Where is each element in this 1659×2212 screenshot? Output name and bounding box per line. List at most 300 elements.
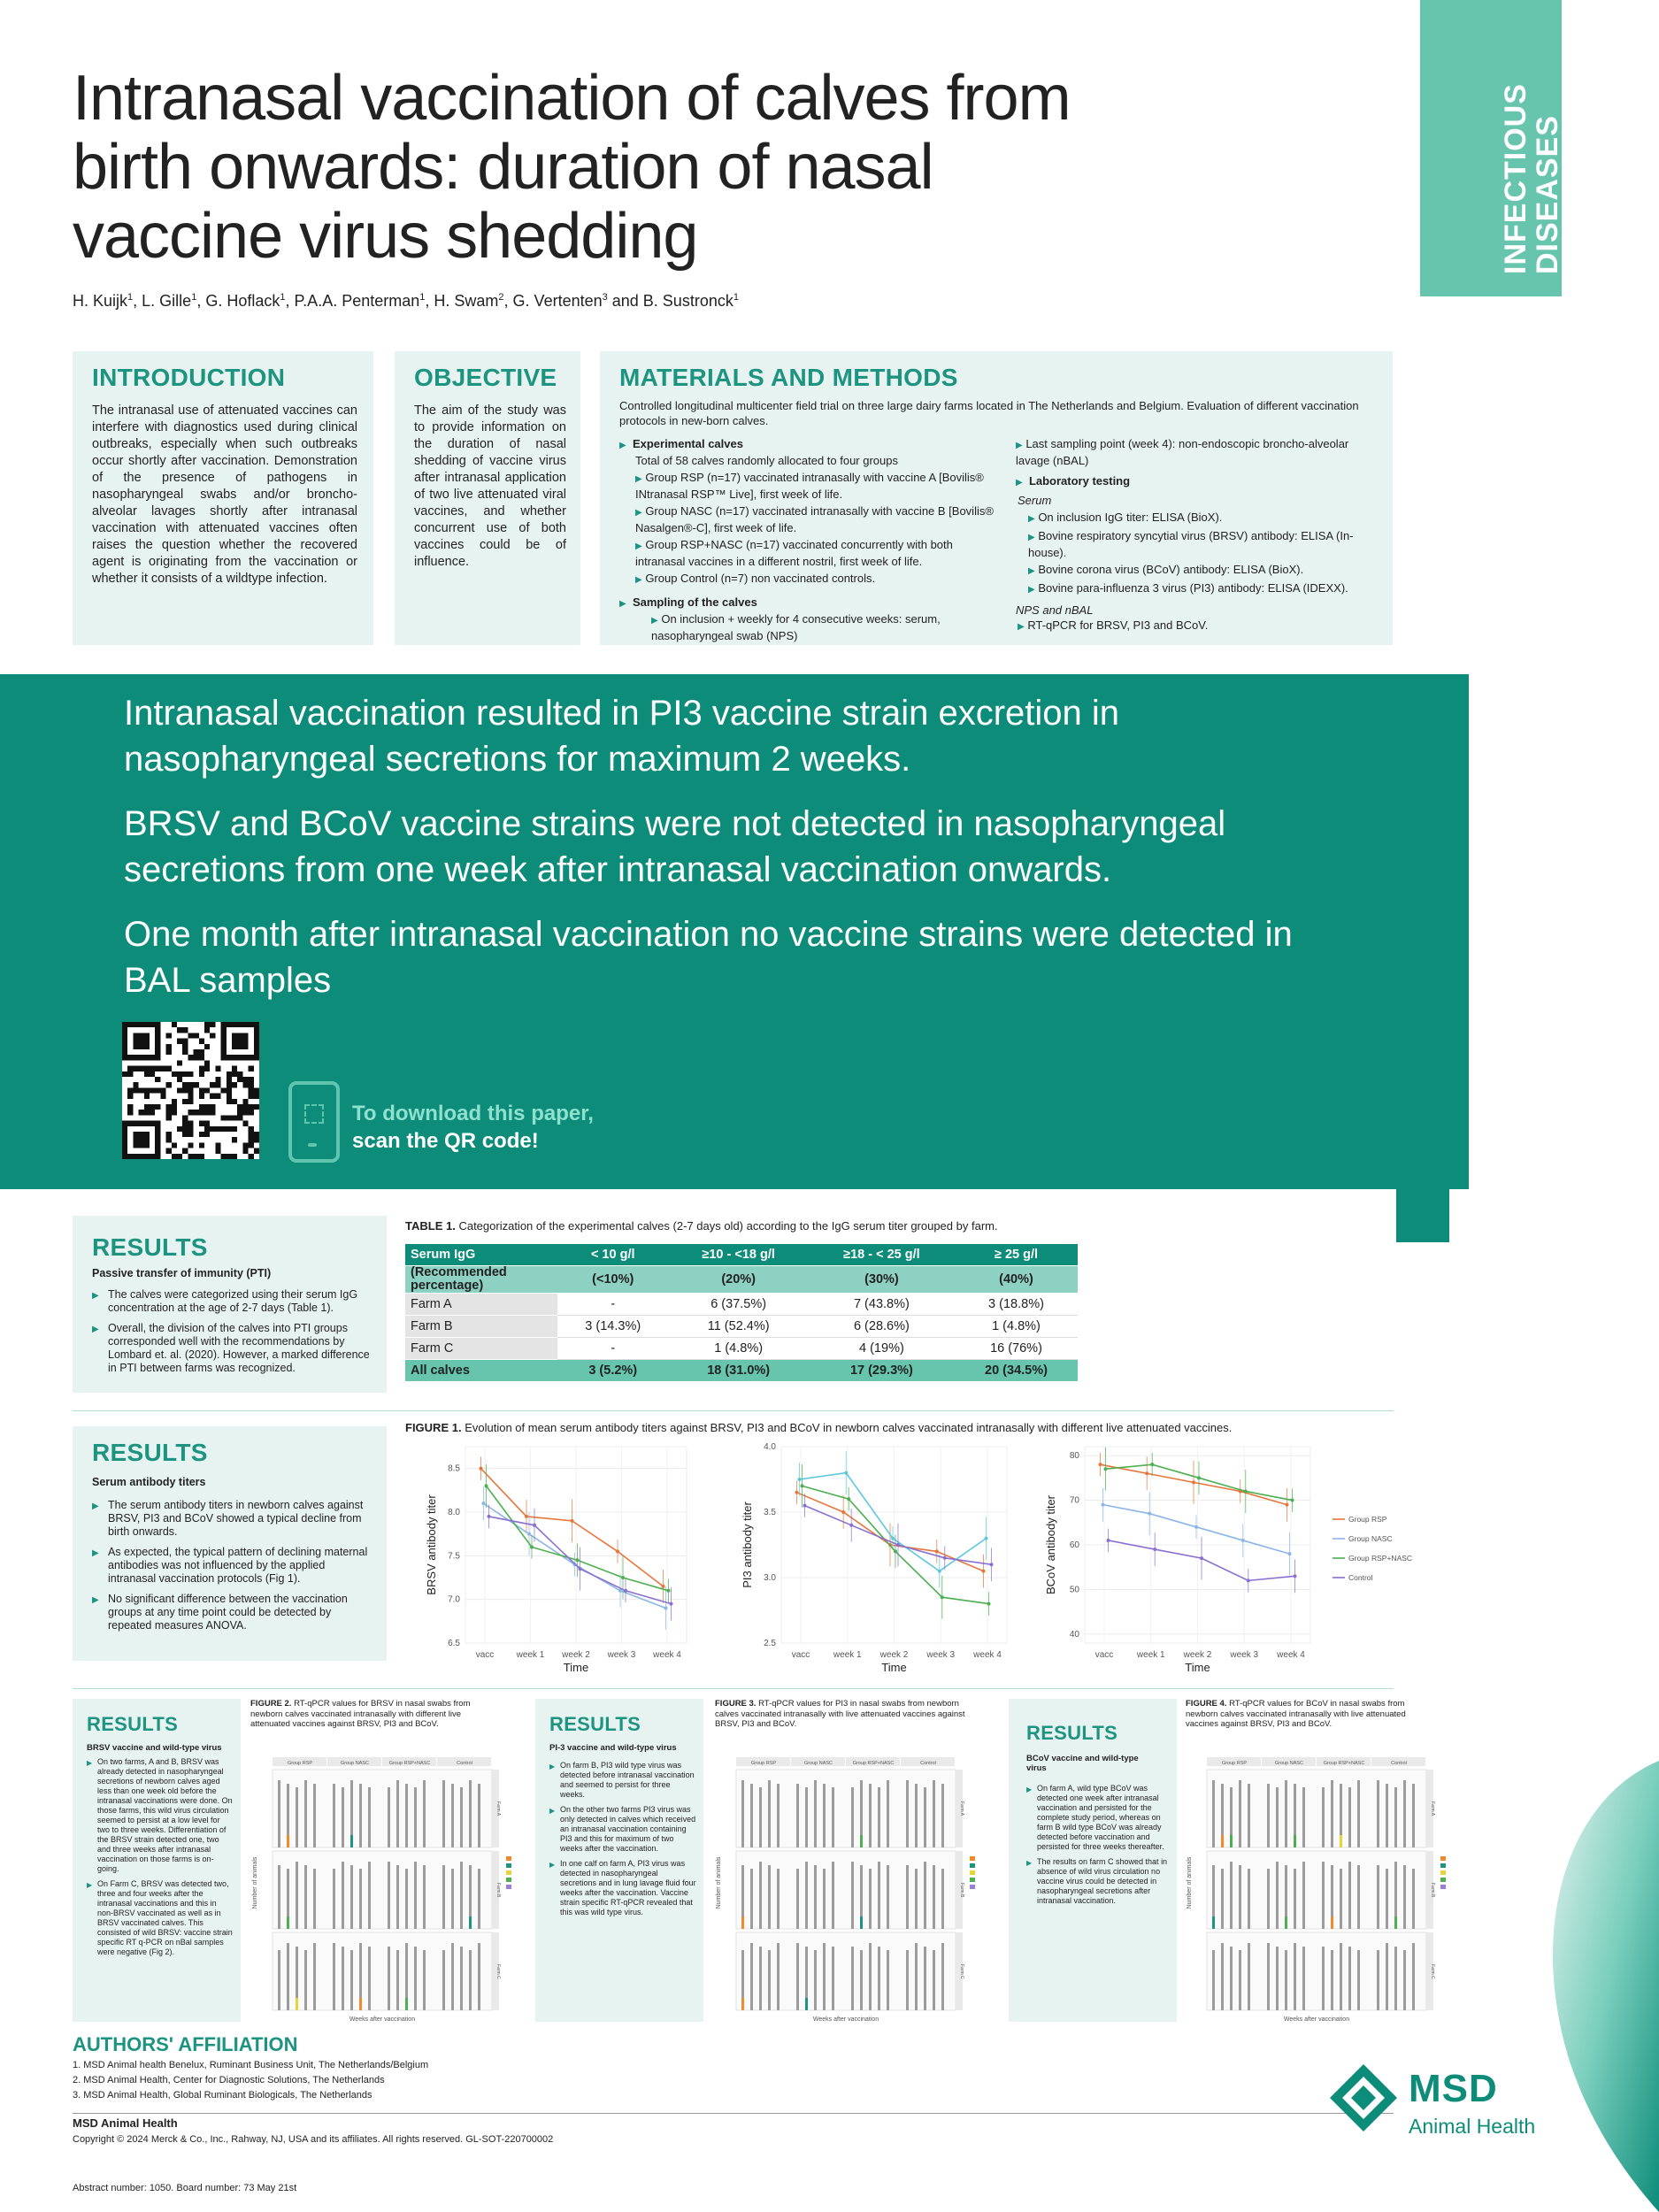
footer-abstract: Abstract number: 1050. Board number: 73 May 21st	[73, 2183, 297, 2193]
author-name: P.A.A. Penterman	[294, 292, 420, 310]
mini-bar	[1230, 1862, 1233, 1929]
qr-module	[166, 1033, 172, 1038]
qr-module	[227, 1087, 232, 1093]
table-cell: 3 (14.3%)	[557, 1316, 668, 1338]
list-item: ▶ On farm A, wild type BCoV was detected one week after intranasal vaccination and persisted for the complete study period, whereas on farm B wild type BCoV was already detected before vaccination and persisted for three weeks thereafter.	[1026, 1784, 1168, 1852]
author-affiliation: 1	[127, 292, 134, 303]
qr-module	[249, 1094, 254, 1099]
mini-bar	[915, 1784, 918, 1847]
group-text: Group RSP+NASC (n=17) vaccinated concurrently with both intranasal vaccines in a different nostril, first week of life.	[635, 538, 953, 568]
qr-module	[242, 1148, 248, 1154]
mini-bar	[423, 1780, 426, 1847]
mini-bar-positive	[350, 1835, 353, 1847]
figure1-caption-text: Evolution of mean serum antibody titers against BRSV, PI3 and BCoV in newborn calves vaccinated intranasally with different live attenuated vaccines.	[465, 1421, 1233, 1434]
mini-farm-label: Farm A	[495, 1801, 501, 1816]
qr-module	[144, 1094, 150, 1099]
mini-bar	[869, 1869, 872, 1929]
mini-bar	[296, 1862, 298, 1929]
affiliation-item: 2. MSD Animal Health, Center for Diagnostic Solutions, The Netherlands	[73, 2075, 385, 2085]
legend-label: Control	[1348, 1573, 1373, 1582]
table-row	[405, 1316, 1078, 1338]
decorative-swoosh	[1522, 1761, 1659, 2212]
mini-farm-label: Farm B	[1430, 1883, 1435, 1898]
table-row	[405, 1294, 1078, 1316]
table-total-cell: 20 (34.5%)	[955, 1360, 1078, 1382]
mini-bar	[304, 1950, 307, 2010]
mini-legend-swatch	[506, 1878, 511, 1882]
mini-bar	[933, 1865, 935, 1929]
msd-logo-text: MSD	[1409, 2067, 1498, 2110]
mini-bar	[941, 1784, 944, 1847]
mini-group-label: Control	[457, 1761, 472, 1766]
table-total-cell: 18 (31.0%)	[668, 1360, 808, 1382]
mini-bar	[1340, 1869, 1342, 1929]
mini-bar	[796, 1869, 799, 1929]
mini-bar	[878, 1862, 880, 1929]
mini-bar	[350, 1865, 353, 1929]
qr-module	[237, 1071, 242, 1077]
qr-module	[254, 1137, 259, 1142]
mini-bar-positive	[1285, 1916, 1287, 1929]
mini-bar	[1294, 1943, 1296, 2010]
mini-bar	[796, 1784, 799, 1847]
qr-module	[188, 1082, 193, 1087]
qr-module	[188, 1071, 193, 1077]
mini-bar	[814, 1865, 817, 1929]
qr-module	[204, 1066, 210, 1071]
divider	[73, 1410, 1394, 1411]
qr-module	[210, 1110, 215, 1115]
mini-legend-swatch	[970, 1863, 975, 1868]
mini-group-label: Group RSP	[1221, 1761, 1248, 1766]
qr-module	[242, 1104, 248, 1110]
qr-module	[133, 1066, 138, 1071]
mini-bar	[851, 1862, 854, 1929]
qr-module	[242, 1110, 248, 1115]
table-cell: 1 (4.8%)	[668, 1338, 808, 1360]
y-tick-label: 8.0	[448, 1508, 460, 1517]
results-pi3-sub: PI-3 vaccine and wild-type virus	[549, 1743, 677, 1753]
x-tick-label: week 3	[926, 1650, 956, 1660]
qr-module	[166, 1115, 172, 1120]
author-name: L. Gille	[142, 292, 192, 310]
qr-code[interactable]	[122, 1022, 259, 1159]
qr-module	[194, 1082, 199, 1087]
y-tick-label: 2.5	[764, 1639, 776, 1648]
qr-module	[155, 1066, 160, 1071]
mini-farm-label: Farm C	[495, 1964, 501, 1979]
mini-x-label: Weeks after vaccination	[349, 2016, 416, 2023]
mini-bar	[1294, 1869, 1296, 1929]
results-bcov-panel	[1009, 1699, 1177, 2022]
mini-bar	[278, 1950, 280, 2010]
mini-bar	[906, 1950, 909, 2010]
table-cell: -	[557, 1294, 668, 1316]
mini-bar	[805, 1787, 808, 1847]
qr-module	[172, 1142, 177, 1148]
qr-module	[254, 1132, 259, 1137]
results-pi3-heading: RESULTS	[549, 1713, 641, 1735]
x-tick-label: week 2	[1183, 1650, 1212, 1660]
mini-bar	[941, 1869, 944, 1929]
mini-bar	[333, 1784, 335, 1847]
x-tick-label: week 3	[607, 1650, 636, 1660]
mini-bar	[1276, 1862, 1279, 1929]
list-item: ▶ On farm B, PI3 wild type virus was detected before intranasal vaccination and seemed to persist for three weeks.	[549, 1761, 696, 1800]
serum-test-item	[1028, 510, 1379, 526]
mini-bar	[1239, 1865, 1241, 1929]
qr-module	[127, 1094, 133, 1099]
mini-bar	[1302, 1787, 1305, 1847]
qr-module	[210, 1022, 215, 1027]
mini-bar	[342, 1787, 344, 1847]
mini-bar	[388, 1862, 390, 1929]
y-tick-label: 70	[1069, 1495, 1079, 1506]
divider-2	[73, 1688, 1394, 1689]
group-text: Group RSP (n=17) vaccinated intranasally with vaccine A [Bovilis® INtranasal RSP™ Live], first week of life.	[635, 471, 984, 501]
mini-bar	[759, 1947, 762, 2010]
mini-bar	[469, 1950, 472, 2010]
mini-bar-positive	[359, 1998, 362, 2010]
qr-module	[139, 1087, 144, 1093]
results-brsv-heading: RESULTS	[87, 1713, 179, 1735]
figure3-caption	[715, 1699, 972, 1730]
bullet-icon: ▶	[635, 474, 642, 484]
mini-bar	[460, 1862, 463, 1929]
table-row-label: Farm C	[405, 1338, 557, 1360]
results-pti-sub: Passive transfer of immunity (PTI)	[92, 1267, 272, 1279]
table1-caption-label: TABLE 1.	[405, 1219, 456, 1233]
qr-module	[249, 1154, 254, 1159]
mini-bar	[396, 1865, 399, 1929]
mini-bar	[1212, 1950, 1215, 2010]
table-total-cell: 17 (29.3%)	[809, 1360, 955, 1382]
qr-module	[188, 1094, 193, 1099]
qr-module	[215, 1082, 220, 1087]
mini-group-label: Group NASC	[340, 1761, 370, 1766]
author-name: B. Sustronck	[642, 292, 733, 310]
qr-module	[166, 1137, 172, 1142]
x-axis-label: Time	[881, 1661, 907, 1674]
phone-icon	[288, 1081, 340, 1163]
mini-bar	[1412, 1784, 1415, 1847]
mini-bar	[405, 1869, 408, 1929]
mini-bar-positive	[469, 1916, 472, 1929]
mini-bar	[1267, 1869, 1270, 1929]
qr-module	[242, 1121, 248, 1126]
mini-bar	[777, 1943, 780, 2010]
qr-module	[150, 1066, 155, 1071]
mini-bar	[1386, 1943, 1388, 2010]
group-text: Group NASC (n=17) vaccinated intranasally with vaccine B [Bovilis® Nasalgen®-C], first week of life.	[635, 504, 994, 534]
qr-module	[144, 1087, 150, 1093]
mini-bar	[333, 1943, 335, 2010]
poster-title: Intranasal vaccination of calves from birth onwards: duration of nasal vaccine virus shedding	[73, 63, 1071, 272]
mini-bar-positive	[405, 1998, 408, 2010]
qr-module	[210, 1126, 215, 1132]
mini-bar	[451, 1784, 454, 1847]
mini-y-label: Number of animals	[716, 1856, 722, 1909]
y-tick-label: 7.0	[448, 1594, 460, 1605]
x-axis-label: Time	[1185, 1661, 1210, 1674]
table-header-row	[405, 1244, 1078, 1266]
mini-bar	[296, 1787, 298, 1847]
bullet-icon: ▶	[635, 508, 642, 518]
qr-module	[249, 1132, 254, 1137]
author-name: G. Hoflack	[205, 292, 280, 310]
table-total-row	[405, 1360, 1078, 1382]
qr-module	[221, 1126, 227, 1132]
msd-logo-icon	[1327, 2062, 1400, 2134]
table-cell: 7 (43.8%)	[809, 1294, 955, 1316]
table-rec-cell: (20%)	[668, 1266, 808, 1294]
affiliation-list	[73, 2058, 428, 2103]
objective-text: The aim of the study was to provide information on the duration of nasal shedding of vaccine virus after intranasal application of two live attenuated viral vaccines, and whether concurrent use of both vaccines could be of influence.	[414, 403, 566, 569]
results-serum-panel	[73, 1426, 387, 1661]
qr-module	[182, 1148, 188, 1154]
qr-module	[194, 1110, 199, 1115]
y-tick-label: 3.0	[764, 1573, 776, 1583]
authors-line: H. Kuijk$^1$, L. Gille$^1$, G. Hoflack$^1$, P.A.A. Penterman$^1$, H. Swam$^2$, G. Vertenten$^3$ and B. Sustronck$^1$	[73, 292, 739, 310]
x-tick-label: week 1	[833, 1650, 862, 1660]
mini-bar	[869, 1784, 872, 1847]
download-line-2: scan the QR code!	[352, 1129, 539, 1153]
bullet-icon: ▶	[1028, 585, 1035, 595]
figure2-caption-text: RT-qPCR values for BRSV in nasal swabs from newborn calves vaccinated intranasally with different live attenuated vaccines against BRSV, PI3 and BCoV.	[250, 1699, 471, 1729]
mini-bar	[1357, 1865, 1360, 1929]
mini-bar	[878, 1947, 880, 2010]
qr-module	[204, 1110, 210, 1115]
group-item	[635, 571, 1000, 588]
qr-module	[199, 1066, 204, 1071]
table-header-cell: ≥10 - <18 g/l	[668, 1244, 808, 1266]
x-tick-label: vacc	[475, 1650, 495, 1660]
decorative-square	[1396, 1189, 1449, 1242]
mini-bar	[304, 1865, 307, 1929]
qr-module	[199, 1132, 204, 1137]
y-tick-label: 80	[1069, 1451, 1079, 1462]
mini-bar	[851, 1947, 854, 2010]
mini-group-label: Group NASC	[1274, 1761, 1304, 1766]
qr-module	[182, 1115, 188, 1120]
figure4-chart	[1182, 1750, 1448, 2024]
mini-bar	[333, 1869, 335, 1929]
group-list	[619, 470, 1000, 588]
results-serum-sub: Serum antibody titers	[92, 1476, 206, 1488]
qr-module	[210, 1033, 215, 1038]
mini-bar	[777, 1869, 780, 1929]
results-bcov-sub: BCoV vaccine and wild-type virus	[1026, 1754, 1139, 1773]
qr-module	[194, 1154, 199, 1159]
scan-frame-icon	[304, 1104, 324, 1124]
qr-module	[144, 1071, 150, 1077]
mini-bar	[1212, 1780, 1215, 1847]
qr-module	[188, 1142, 193, 1148]
mini-bar	[1331, 1780, 1333, 1847]
mini-bar	[924, 1787, 926, 1847]
serum-test-text: Bovine para-influenza 3 virus (PI3) antibody: ELISA (IDEXX).	[1034, 581, 1348, 595]
mini-bar	[887, 1865, 889, 1929]
mini-bar	[388, 1947, 390, 2010]
x-axis-label: Time	[563, 1661, 589, 1674]
x-tick-label: week 1	[1136, 1650, 1165, 1660]
bullet-icon: ▶	[1028, 514, 1035, 524]
mini-bar	[304, 1780, 307, 1847]
qr-module	[215, 1126, 220, 1132]
mini-bar	[823, 1943, 826, 2010]
results-pti-heading: RESULTS	[92, 1233, 208, 1261]
mini-bar-positive	[1340, 1835, 1342, 1847]
methods-right-column: ▶ Last sampling point (week 4): non-endoscopic broncho-alveolar lavage (nBAL) ▶ Laboratory testing Serum ▶ On inclusion IgG titer: ELISA (BioX). ▶ Bovine respiratory syncytial virus (BRSV) antibody: ELISA (In-house). ▶ Bovine corona virus (BCoV) antibody: ELISA (BioX). ▶ Bovine para-influenza 3 virus (PI3) antibody: ELISA (IDEXX). NPS and nBAL ▶ RT-qPCR for BRSV, PI3 and BCoV.	[1016, 436, 1379, 634]
qr-module	[232, 1137, 237, 1142]
qr-module	[194, 1049, 199, 1055]
mini-bar	[478, 1943, 480, 2010]
table-cell: 4 (19%)	[809, 1338, 955, 1360]
qr-module	[127, 1066, 133, 1071]
mini-bar	[1357, 1780, 1360, 1847]
mini-bar	[1386, 1784, 1388, 1847]
author-affiliation: 2	[498, 292, 504, 303]
qr-module	[182, 1044, 188, 1049]
mini-bar-positive	[1294, 1835, 1296, 1847]
qr-module	[182, 1126, 188, 1132]
qr-module	[210, 1094, 215, 1099]
table-header-cell: ≥18 - < 25 g/l	[809, 1244, 955, 1266]
list-item: ▶ The calves were categorized using their serum IgG concentration at the age of 2-7 days (Table 1).	[92, 1288, 375, 1315]
qr-module	[221, 1087, 227, 1093]
qr-module	[188, 1126, 193, 1132]
sampling-text: ▶ On inclusion + weekly for 4 consecutive weeks: serum, nasopharyngeal swab (NPS)	[651, 612, 941, 642]
mini-bar	[313, 1869, 316, 1929]
mini-bar	[814, 1950, 817, 2010]
qr-module	[242, 1077, 248, 1082]
qr-module	[182, 1039, 188, 1044]
table-rec-cell: (40%)	[955, 1266, 1078, 1294]
mini-bar	[313, 1943, 316, 2010]
table-cell: -	[557, 1338, 668, 1360]
figure1-caption	[405, 1421, 1379, 1435]
qr-module	[227, 1099, 232, 1104]
introduction-text: The intranasal use of attenuated vaccines can interfere with diagnostics used during clinical outbreaks, especially when such outbreaks occur shortly after vaccination. Demonstration of the presence of pathogens in nasopharyngeal swabs and/or broncho-alveolar lavages shortly after intranasal vaccination with attenuated vaccines often raises the question whether the recovered agent is originating from the vaccination or whether it consists of a wildtype infection.	[92, 403, 357, 586]
serum-test-item	[1028, 580, 1379, 597]
qr-module	[150, 1104, 155, 1110]
qr-module	[172, 1154, 177, 1159]
mini-bar	[1377, 1865, 1379, 1929]
topic-tab-label	[1500, 83, 1563, 274]
mini-bar	[1267, 1943, 1270, 2010]
mini-bar-positive	[1221, 1835, 1224, 1847]
qr-module	[210, 1104, 215, 1110]
qr-module	[199, 1121, 204, 1126]
qr-module	[237, 1077, 242, 1082]
figure4-caption	[1186, 1699, 1407, 1730]
serum-test-list	[1016, 510, 1379, 597]
table-cell: 16 (76%)	[955, 1338, 1078, 1360]
objective-panel	[395, 351, 580, 645]
qr-module	[204, 1027, 210, 1033]
qr-module	[177, 1087, 182, 1093]
footer-brand: MSD Animal Health	[73, 2116, 178, 2130]
qr-module	[122, 1071, 127, 1077]
figure3-chart	[711, 1750, 977, 2024]
mini-bar	[1403, 1950, 1406, 2010]
qr-module	[204, 1126, 210, 1132]
qr-module	[188, 1110, 193, 1115]
results-brsv-list	[87, 1757, 234, 1962]
author-affiliation: 1	[733, 292, 739, 303]
mini-bar	[278, 1780, 280, 1847]
mini-group-label: Group RSP	[287, 1761, 313, 1766]
qr-module	[232, 1126, 237, 1132]
qr-module	[237, 1115, 242, 1120]
qr-module	[227, 1154, 232, 1159]
qr-module	[204, 1132, 210, 1137]
mini-bar	[777, 1784, 780, 1847]
qr-module	[199, 1104, 204, 1110]
mini-bar	[1322, 1787, 1325, 1847]
mini-legend-swatch	[970, 1878, 975, 1882]
mini-bar	[750, 1869, 753, 1929]
qr-module	[166, 1132, 172, 1137]
qr-module	[177, 1071, 182, 1077]
mini-bar	[1239, 1780, 1241, 1847]
table1-caption	[405, 1219, 1095, 1233]
mini-bar-positive	[741, 1998, 744, 2010]
qr-module	[221, 1115, 227, 1120]
table-total-label: All calves	[405, 1360, 557, 1382]
affiliation-heading: AUTHORS' AFFILIATION	[73, 2033, 298, 2055]
list-item: ▶ The serum antibody titers in newborn calves against BRSV, PI3 and BCoV showed a typical decline from birth onwards.	[92, 1499, 375, 1539]
mini-farm-label: Farm B	[959, 1883, 964, 1898]
qr-module	[204, 1022, 210, 1027]
group-item	[635, 503, 1000, 535]
methods-heading: MATERIALS AND METHODS	[619, 364, 958, 391]
qr-module	[182, 1027, 188, 1033]
mini-bar	[1412, 1943, 1415, 2010]
table-cell: 1 (4.8%)	[955, 1316, 1078, 1338]
qr-module	[242, 1099, 248, 1104]
serum-test-text: Bovine respiratory syncytial virus (BRSV) antibody: ELISA (In-house).	[1028, 529, 1354, 559]
qr-module	[166, 1044, 172, 1049]
mini-bar	[359, 1869, 362, 1929]
footer-divider	[73, 2113, 1394, 2114]
mini-bar	[1412, 1869, 1415, 1929]
qr-module	[215, 1066, 220, 1071]
qr-module	[204, 1060, 210, 1065]
qr-module	[166, 1148, 172, 1154]
bullet-icon: ▶	[1028, 533, 1035, 542]
qr-module	[237, 1110, 242, 1115]
mini-bar	[768, 1865, 771, 1929]
mini-bar-positive	[860, 1835, 863, 1847]
mini-group-label: Group NASC	[803, 1761, 833, 1766]
mini-bar	[1348, 1787, 1351, 1847]
mini-bar	[832, 1862, 834, 1929]
mini-bar-positive	[741, 1916, 744, 1929]
qr-finder-core	[133, 1132, 150, 1148]
mini-bar	[1267, 1784, 1270, 1847]
affiliation-item: 3. MSD Animal Health, Global Ruminant Biologicals, The Netherlands	[73, 2090, 373, 2101]
qr-module	[127, 1104, 133, 1110]
qr-module	[232, 1099, 237, 1104]
mini-bar	[924, 1947, 926, 2010]
x-tick-label: week 2	[562, 1650, 590, 1660]
qr-module	[249, 1142, 254, 1148]
qr-module	[133, 1082, 138, 1087]
qr-module	[249, 1066, 254, 1071]
qr-module	[249, 1077, 254, 1082]
mini-bar-positive	[1394, 1916, 1397, 1929]
